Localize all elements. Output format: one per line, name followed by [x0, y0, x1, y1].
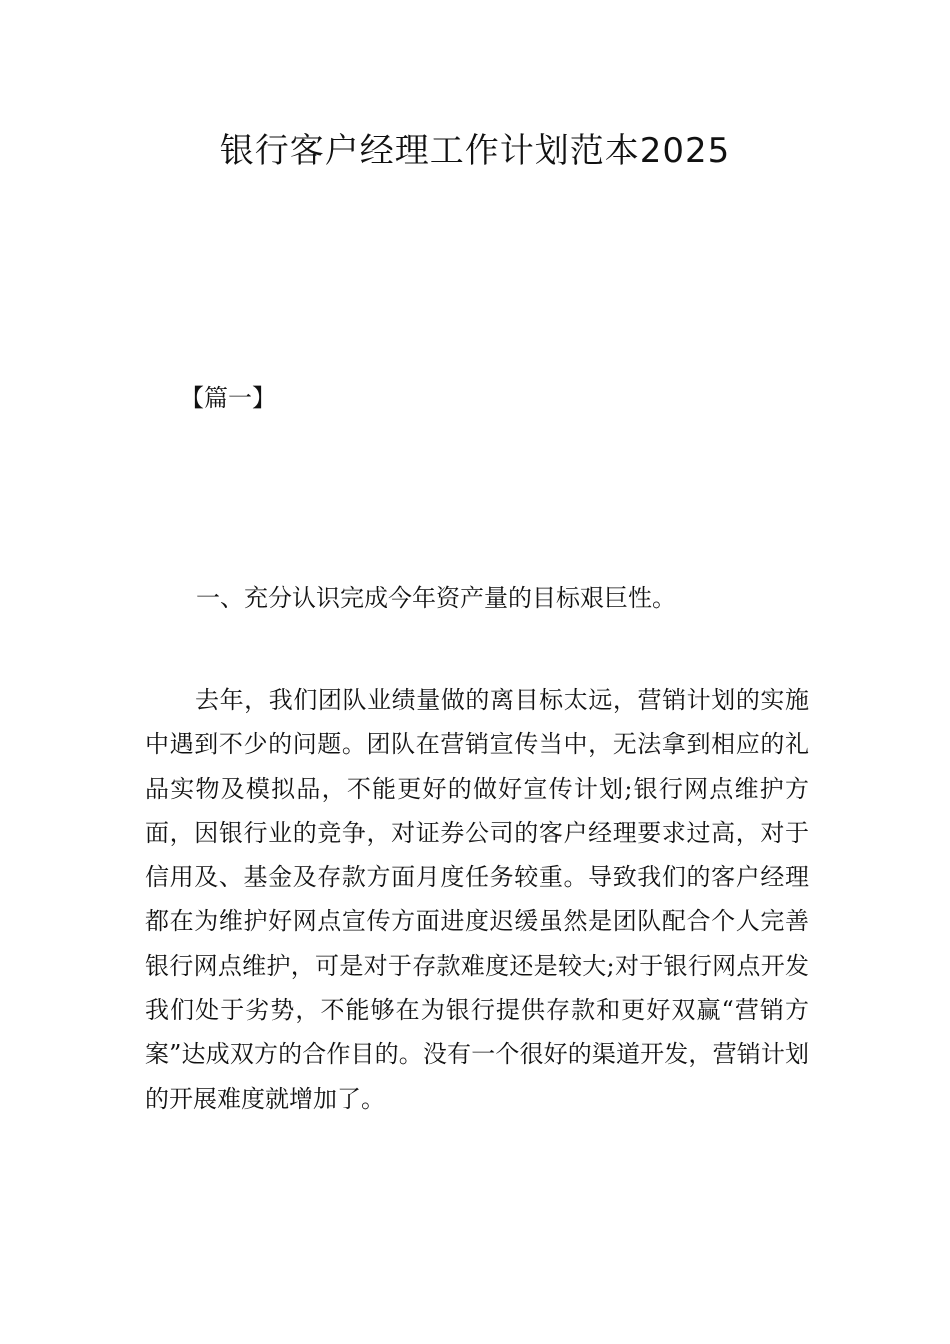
body-paragraph: 去年，我们团队业绩量做的离目标太远，营销计划的实施中遇到不少的问题。团队在营销宣传当中，无法拿到相应的礼品实物及模拟品，不能更好的做好宣传计划;银行网点维护方面，因银行业的竞争，对证券公司的客户经理要求过高，对于信用及、基金及存款方面月度任务较重。导致我们的客户经理都在为维护好网点宣传方面进度迟缓虽然是团队配合个人完善银行网点维护，可是对于存款难度还是较大;对于银行网点开发我们处于劣势，不能够在为银行提供存款和更好双赢“营销方案”达成双方的合作目的。没有一个很好的渠道开发，营销计划的开展难度就增加了。 — [145, 686, 809, 1113]
document-title: 银行客户经理工作计划范本2025 — [219, 131, 731, 171]
section-heading: 一、充分认识完成今年资产量的目标艰巨性。 — [196, 584, 676, 612]
section-marker: 【篇一】 — [180, 384, 276, 412]
